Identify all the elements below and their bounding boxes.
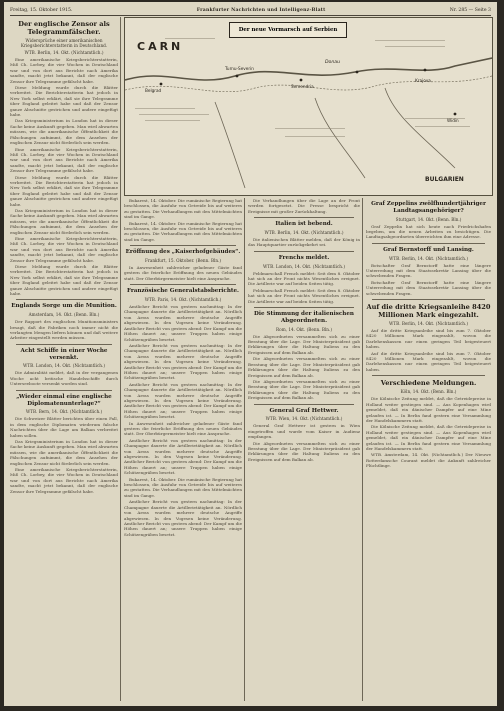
article-body: Die Abgeordneten versammelten sich zu einer Beratung über die Lage. Der Ministerpräsident gab Erklärungen über die Haltung Italiens zu den Ereignissen auf dem Balkan ab. — [248, 440, 360, 462]
article-body: Botschafter Graf Bernstorff hatte eine längere Unterredung mit dem Staatssekretär Lansing über die schwebenden Fragen. — [366, 262, 491, 279]
article-body: Eine amerikanische Kriegsberichterstatterin, Miß Ch. Lorbey, die vier Wochen in Deutschland war und von dort aus Berichte nach Amerika sandte, macht jetzt bekannt, daß der englische Zensor ihre Telegramme gefälscht habe. — [10, 146, 118, 174]
article-dateline: WTB. Bern, 14. Okt. (Nichtamtlich.) — [25, 409, 103, 415]
article-body: Das Kriegsministerium in London hat in dieser Sache keine Auskunft gegeben. Man wird abwarten müssen, wie die amerikanische Öffentlichkeit die Fälschungen aufnimmt, die dem Ansehen der englischen Zensur nicht förderlich sein werden. — [10, 118, 118, 146]
article-body: Die Admiralität meldet, daß in der vergangenen Woche acht britische Handelsschiffe durch Unterseeboote versenkt worden sind. — [10, 370, 118, 387]
article-body: Eine amerikanische Kriegsberichterstatterin, Miß Ch. Lorbey, die vier Wochen in Deutschland war und von dort aus Berichte nach Amerika sandte, macht jetzt bekannt, daß der englische Zensor ihre Telegramme gefälscht habe. — [10, 57, 118, 84]
article-body: Das Kriegsministerium in London hat in dieser Sache keine Auskunft gegeben. Man wird abwarten müssen, wie die amerikanische Öffentlichkeit die Fälschungen aufnimmt, die dem Ansehen der englischen Zensur nicht förderlich sein werden. — [10, 207, 118, 235]
column-2 — [124, 198, 242, 701]
article-headline: General Graf Hettwer. — [269, 407, 339, 414]
article-headline: Englands Sorge um die Munition. — [11, 303, 117, 310]
separator — [16, 390, 112, 391]
article-headline: Französische Generalstabsberichte. — [126, 288, 239, 295]
column-4 — [366, 198, 491, 701]
article-headline: Verschiedene Meldungen. — [380, 379, 477, 388]
article-headline: Graf Zeppelins zwölfhundertjähriger Landtagsangehöriger? — [371, 201, 486, 214]
article-dateline: WTB. Berlin, 14. Okt. (Nichtamtlich.) — [24, 50, 104, 55]
masthead-date: Freitag, 15. Oktober 1915. — [10, 7, 73, 13]
map-label-river: Donau — [325, 60, 340, 65]
separator — [254, 251, 354, 252]
article-body: Feldmarschall French meldet: Seit dem 8. Oktober hat sich an der Front nichts Wesentliches ereignet. Die Artillerie war auf beiden Seiten tätig. — [248, 270, 360, 287]
article-headline: Auf die dritte Kriegsanleihe 8420 Millionen Mark eingezahlt. — [366, 303, 491, 320]
article-dateline: WTB. Wien, 14. Okt. (Nichtamtlich.) — [265, 416, 343, 422]
article-body: Das Kriegsministerium in London hat in dieser Sache keine Auskunft gegeben. Man wird abwarten müssen, wie die amerikanische Öffentlichkeit die Fälschungen aufnimmt, die dem Ansehen der englischen Zensur nicht förderlich sein werden. — [10, 438, 118, 466]
article-body: Graf Zeppelin hat sich heute nach Friedrichshafen begeben, um die neuen Arbeiten zu besichtigen. Die Landtagsabgeordneten überreichten ihm eine Adresse. — [366, 223, 491, 240]
article-dateline: WTB. London, 14. Okt. (Nichtamtlich.) — [23, 363, 105, 369]
rivers — [215, 88, 455, 188]
article-body: Bukarest, 14. Oktober. Die rumänische Regierung hat beschlossen, die Ausfuhr von Getreide bis auf weiteres zu gestatten. Die Verhandlungen mit den Mittelmächten sind im Gange. — [124, 220, 242, 242]
article-headline: Italien ist bebend. — [275, 221, 333, 228]
separator — [372, 243, 485, 244]
masthead-page-number: Nr. 285 — Seite 3 — [449, 7, 491, 13]
article-body: Botschafter Graf Bernstorff hatte eine längere Unterredung mit dem Staatssekretär Lansing über die schwebenden Fragen. — [366, 279, 491, 296]
column-1 — [10, 17, 118, 701]
column-rule — [362, 198, 363, 701]
article-body: Amtlicher Bericht von gestern nachmittag: In der Champagne dauerte die Artillerietätigkeit an. Nördlich von Arras wurden mehrere deutsche Angriffe abgewiesen. In den Vogesen keine Veränderung. Amtlicher Bericht von gestern abend: Der Kampf um die Höhen dauert an; unsere Truppen haben einige Schützengräben besetzt. — [124, 342, 242, 381]
article-body: Die Kölnische Zeitung meldet, daß die Getreidepreise in Holland weiter gestiegen sind. — Aus Kopenhagen wird gemeldet, daß ein dänischer Dampfer auf eine Mine gelaufen ist. — In Berlin fand gestern eine Versammlung der Handelskammern statt. — [366, 424, 491, 451]
separator — [254, 307, 354, 308]
article-headline: „Wieder einmal eine englische Diplomatenunterlage?“ — [16, 393, 112, 407]
danube-river — [125, 58, 492, 80]
town-markers — [160, 69, 457, 116]
map-label-place: Krajova — [415, 78, 431, 83]
column-rule — [120, 17, 121, 701]
separator — [16, 299, 112, 300]
separator — [130, 284, 236, 285]
newspaper-page — [4, 2, 497, 706]
map-label-bulgaria: BULGARIEN — [425, 176, 464, 183]
article-headline: Eröffnung des „Kaiserhofgebäudes“. — [125, 249, 241, 256]
article-headline: Graf Bernstorff und Lansing. — [383, 246, 474, 253]
separator — [254, 217, 354, 218]
article-body: In Anwesenheit zahlreicher geladener Gäste fand gestern die feierliche Eröffnung des neuen Gebäudes statt. Der Oberbürgermeister hielt eine Ansprache. — [124, 420, 242, 437]
map-label-place: Belgrad — [145, 88, 162, 93]
war-map — [124, 17, 493, 196]
article-headline: Frenchs meldet. — [278, 254, 330, 261]
article-subheadline: Widersprüche einer amerikanischen Kriegsberichterstatterin in Deutschland. — [20, 38, 108, 48]
separator — [372, 375, 485, 376]
map-label-place: Semendria — [291, 84, 314, 89]
separator — [254, 404, 354, 405]
article-dateline: WTB. London, 14. Okt. (Nichtamtlich.) — [263, 263, 345, 269]
map-label-place: Widin — [447, 118, 459, 123]
article-body: Die Schweizer Blätter berichten über einen Fall, in dem englische Diplomaten wiederum falsche Nachrichten über die Lage am Balkan verbreitet haben sollen. — [10, 416, 118, 438]
article-body: Bukarest, 14. Oktober. Die rumänische Regierung hat beschlossen, die Ausfuhr von Getreide bis auf weiteres zu gestatten. Die Verhandlungen mit den Mittelmächten sind im Gange. — [124, 198, 242, 220]
article-dateline: Rom, 14. Okt. (Benn. Bln.) — [276, 326, 332, 332]
article-dateline: WTB. Paris, 14. Okt. (Nichtamtlich.) — [144, 297, 222, 303]
article-body: Auf die dritte Kriegsanleihe sind bis zum 7. Oktober 8420 Millionen Mark eingezahlt, wovon die Darlehenskassen nur einen geringen Teil beigesteuert haben. — [366, 328, 491, 350]
article-body: Die italienischen Blätter melden, daß der König in das Hauptquartier zurückgekehrt sei. — [248, 237, 360, 248]
article-body: Diese Meldung wurde durch die Blätter verbreitet. Die Berichterstatterin hat jedoch in New York selbst erklärt, daß sie ihre Telegramme über England geleitet habe und daß der Zensor ganze Abschnitte gestrichen und andere eingefügt habe. — [10, 85, 118, 118]
article-body: Feldmarschall French meldet: Seit dem 8. Oktober hat sich an der Front nichts Wesentliches ereignet. Die Artillerie war auf beiden Seiten tätig. — [248, 287, 360, 304]
article-headline: Acht Schiffe in einer Woche versenkt. — [20, 347, 108, 361]
map-label-region-top: CARN — [137, 40, 184, 53]
separator — [16, 344, 112, 345]
map-title: Der neue Vormarsch auf Serbien — [229, 22, 347, 38]
article-body: Eine amerikanische Kriegsberichterstatterin, Miß Ch. Lorbey, die vier Wochen in Deutschland war und von dort aus Berichte nach Amerika sandte, macht jetzt bekannt, daß der englische Zensor ihre Telegramme gefälscht habe. — [10, 466, 118, 494]
column-3 — [248, 198, 360, 701]
article-body: Die Kölnische Zeitung meldet, daß die Getreidepreise in Holland weiter gestiegen sind. — Aus Kopenhagen wird gemeldet, daß ein dänischer Dampfer auf eine Mine gelaufen ist. — In Berlin fand gestern eine Versammlung der Handelskammern statt. — [366, 396, 491, 423]
article-body: Amtlicher Bericht von gestern nachmittag: In der Champagne dauerte die Artillerietätigkeit an. Nördlich von Arras wurden mehrere deutsche Angriffe abgewiesen. In den Vogesen keine Veränderung. Amtlicher Bericht von gestern abend: Der Kampf um die Höhen dauert an; unsere Truppen haben einige Schützengräben besetzt. — [124, 304, 242, 342]
article-body: Die Abgeordneten versammelten sich zu einer Beratung über die Lage. Der Ministerpräsident gab Erklärungen über die Haltung Italiens zu den Ereignissen auf dem Balkan ab. — [248, 378, 360, 401]
article-body: Die Verhandlungen über die Lage an der Front werden fortgesetzt. Die Presse bespricht die Ereignisse mit großer Zurückhaltung. — [248, 198, 360, 214]
article-body: WTB. Amsterdam, 14. Okt. (Nichtamtlich.) Der Nieuwe Rotterdamsche Courant meldet die Ankunft zahlreicher Flüchtlinge. — [366, 452, 491, 469]
separator — [372, 299, 485, 300]
article-body: Bukarest, 14. Oktober. Die rumänische Regierung hat beschlossen, die Ausfuhr von Getreide bis auf weiteres zu gestatten. Die Verhandlungen mit den Mittelmächten sind im Gange. — [124, 476, 242, 498]
article-body: Der Rapport des englischen Munitionsministers besagt, daß die Fabriken noch immer nicht die verlangten Mengen liefern können und daß weitere Arbeiter eingestellt werden müssen. — [10, 319, 118, 341]
article-dateline: WTB. Berlin, 14. Okt. (Nichtamtlich.) — [264, 230, 344, 236]
article-body: Die Abgeordneten versammelten sich zu einer Beratung über die Lage. Der Ministerpräsident gab Erklärungen über die Haltung Italiens zu den Ereignissen auf dem Balkan ab. — [248, 333, 360, 355]
article-body: General Graf Hettwer ist gestern in Wien eingetroffen und wurde vom Kaiser in Audienz empfangen. — [248, 423, 360, 440]
article-body: Auf die dritte Kriegsanleihe sind bis zum 7. Oktober 8420 Millionen Mark eingezahlt, wovon die Darlehenskassen nur einen geringen Teil beigesteuert haben. — [366, 350, 491, 372]
article-headline: Der englische Zensor als Telegrammfälscher. — [18, 20, 110, 36]
article-dateline: Amsterdam, 14. Okt. (Benn. Bln.) — [28, 312, 100, 318]
masthead-title: Frankfurter Nachrichten und Intelligenz-Blatt — [196, 7, 326, 13]
article-headline: Die Stimmung der italienischen Abgeordneten. — [253, 311, 354, 324]
article-body: Amtlicher Bericht von gestern nachmittag: In der Champagne dauerte die Artillerietätigkeit an. Nördlich von Arras wurden mehrere deutsche Angriffe abgewiesen. In den Vogesen keine Veränderung. Amtlicher Bericht von gestern abend: Der Kampf um die Höhen dauert an; unsere Truppen haben einige Schützengräben besetzt. — [124, 381, 242, 420]
article-dateline: WTB. Berlin, 14. Okt. (Nichtamtlich.) — [389, 321, 468, 327]
article-body: Eine amerikanische Kriegsberichterstatterin, Miß Ch. Lorbey, die vier Wochen in Deutschland war und von dort aus Berichte nach Amerika sandte, macht jetzt bekannt, daß der englische Zensor ihre Telegramme gefälscht habe. — [10, 236, 118, 263]
map-label-place: Turnu-Severin — [225, 66, 254, 71]
article-dateline: Stuttgart, 14. Okt. (Benn. Bln.) — [395, 216, 462, 222]
masthead — [10, 5, 491, 16]
article-body: In Anwesenheit zahlreicher geladener Gäste fand gestern die feierliche Eröffnung des neuen Gebäudes statt. Der Oberbürgermeister hielt eine Ansprache. — [124, 265, 242, 281]
article-body: Die Abgeordneten versammelten sich zu einer Beratung über die Lage. Der Ministerpräsident gab Erklärungen über die Haltung Italiens zu den Ereignissen auf dem Balkan ab. — [248, 356, 360, 378]
article-dateline: Köln, 14. Okt. (Benn. Bln.) — [400, 389, 457, 395]
column-rule — [244, 198, 245, 701]
separator — [130, 245, 236, 246]
article-body: Diese Meldung wurde durch die Blätter verbreitet. Die Berichterstatterin hat jedoch in New York selbst erklärt, daß sie ihre Telegramme über England geleitet habe und daß der Zensor ganze Abschnitte gestrichen und andere eingefügt habe. — [10, 264, 118, 297]
article-dateline: Frankfurt, 15. Oktober. (Benn. Bln.) — [144, 258, 222, 264]
article-dateline: WTB. Berlin, 14. Okt. (Nichtamtlich.) — [389, 255, 468, 261]
article-body: Amtlicher Bericht von gestern nachmittag: In der Champagne dauerte die Artillerietätigkeit an. Nördlich von Arras wurden mehrere deutsche Angriffe abgewiesen. In den Vogesen keine Veränderung. Amtlicher Bericht von gestern abend: Der Kampf um die Höhen dauert an; unsere Truppen haben einige Schützengräben besetzt. — [124, 499, 242, 537]
article-body: Diese Meldung wurde durch die Blätter verbreitet. Die Berichterstatterin hat jedoch in New York selbst erklärt, daß sie ihre Telegramme über England geleitet habe und daß der Zensor ganze Abschnitte gestrichen und andere eingefügt habe. — [10, 174, 118, 207]
article-body: Amtlicher Bericht von gestern nachmittag: In der Champagne dauerte die Artillerietätigkeit an. Nördlich von Arras wurden mehrere deutsche Angriffe abgewiesen. In den Vogesen keine Veränderung. Amtlicher Bericht von gestern abend: Der Kampf um die Höhen dauert an; unsere Truppen haben einige Schützengräben besetzt. — [124, 437, 242, 476]
